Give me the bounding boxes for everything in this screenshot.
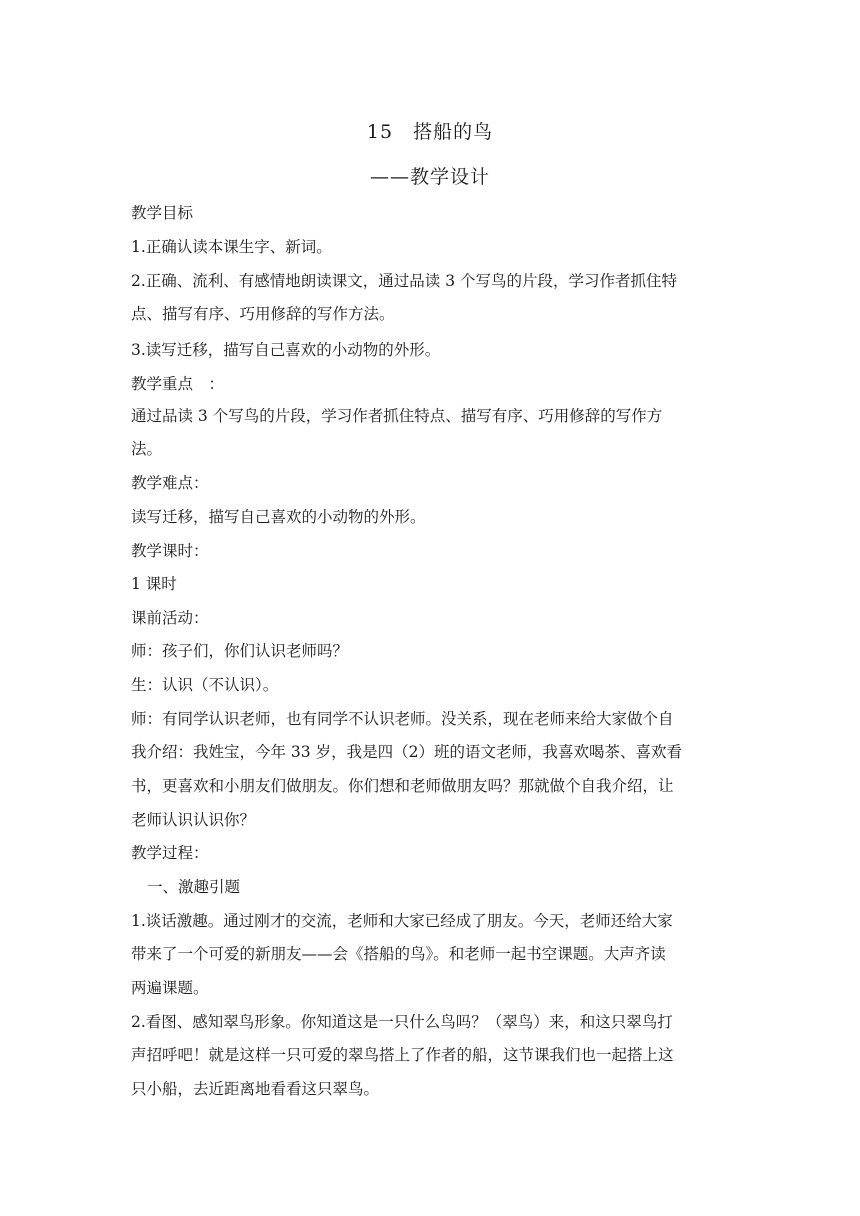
paragraph-line: 通过品读 3 个写鸟的片段，学习作者抓住特点、描写有序、巧用修辞的写作方 xyxy=(131,407,663,425)
section-heading-pre-class: 课前活动： xyxy=(131,609,209,627)
section-heading-difficulties: 教学难点： xyxy=(131,474,209,492)
section-heading-objectives: 教学目标 xyxy=(131,204,194,222)
paragraph-line: 老师认识认识你？ xyxy=(131,811,256,829)
paragraph-line: 师：有同学认识老师，也有同学不认识老师。没关系，现在老师来给大家做个自 xyxy=(131,710,674,728)
document-title: 15 搭船的鸟 xyxy=(366,121,494,143)
paragraph-line: 师：孩子们，你们认识老师吗？ xyxy=(131,642,349,660)
section-heading-periods: 教学课时： xyxy=(131,542,209,560)
section-heading-process: 教学过程： xyxy=(131,844,209,862)
paragraph-line: 1.谈话激趣。通过刚才的交流，老师和大家已经成了朋友。今天，老师还给大家 xyxy=(131,912,673,930)
paragraph-line: 书，更喜欢和小朋友们做朋友。你们想和老师做朋友吗？那就做个自我介绍，让 xyxy=(131,777,674,795)
paragraph-line: 只小船，去近距离地看看这只翠鸟。 xyxy=(131,1080,380,1098)
paragraph-line: 两遍课题。 xyxy=(131,979,209,997)
paragraph-line: 1.正确认读本课生字、新词。 xyxy=(131,238,332,256)
paragraph-line: 2.看图、感知翠鸟形象。你知道这是一只什么鸟吗？（翠鸟）来，和这只翠鸟打 xyxy=(131,1013,673,1031)
paragraph-line: 2.正确、流利、有感情地朗读课文，通过品读 3 个写鸟的片段，学习作者抓住特 xyxy=(131,272,678,290)
paragraph-line: 点、描写有序、巧用修辞的写作方法。 xyxy=(131,305,395,323)
paragraph-line: 读写迁移，描写自己喜欢的小动物的外形。 xyxy=(131,508,426,526)
paragraph-line: 生：认识（不认识）。 xyxy=(131,676,279,694)
paragraph-line: 带来了一个可爱的新朋友——会《搭船的鸟》。和老师一起书空课题。大声齐读 xyxy=(131,945,666,963)
section-heading-key-points: 教学重点 ： xyxy=(131,375,225,393)
paragraph-line: 法。 xyxy=(131,440,163,458)
paragraph-line: 1 课时 xyxy=(131,575,177,593)
paragraph-line: 声招呼吧！就是这样一只可爱的翠鸟搭上了作者的船，这节课我们也一起搭上这 xyxy=(131,1046,674,1064)
paragraph-line: 3.读写迁移，描写自己喜欢的小动物的外形。 xyxy=(131,341,441,359)
subsection-heading: 一、激趣引题 xyxy=(147,878,241,896)
paragraph-line: 我介绍：我姓宝，今年 33 岁，我是四（2）班的语文老师，我喜欢喝茶、喜欢看 xyxy=(131,743,682,761)
document-subtitle: ——教学设计 xyxy=(369,166,490,188)
